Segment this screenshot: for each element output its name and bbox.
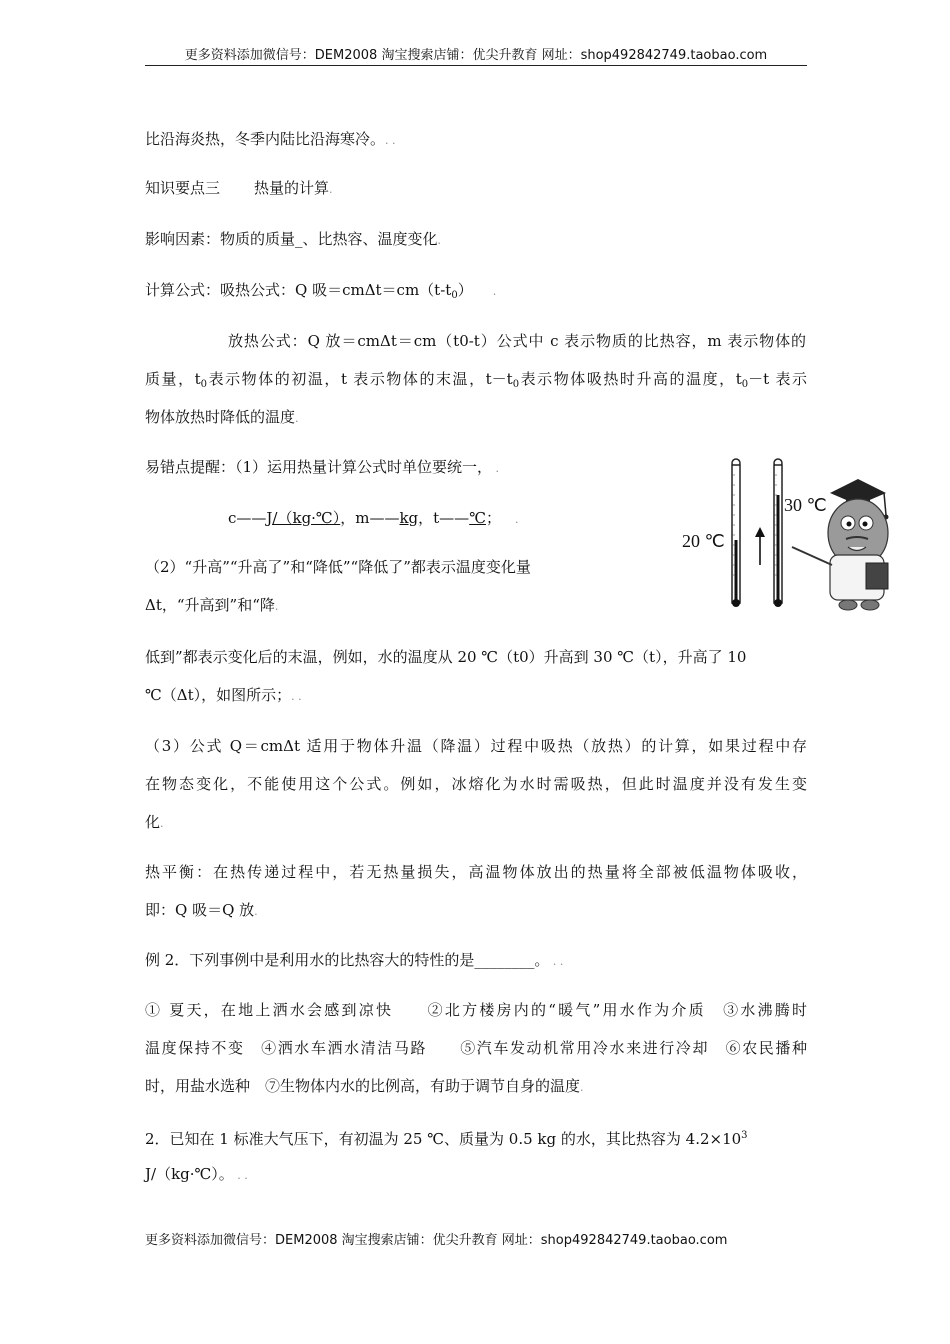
formula-release: 放热公式：Q 放＝cmΔt＝cm（t0-t）公式中 c 表示物质的比热容，m 表示物体的 (228, 332, 806, 350)
text-line: 易错点提醒：（1）运用热量计算公式时单位要统一， . (145, 458, 500, 476)
text-line: 在物态变化，不能使用这个公式。例如，冰熔化为水时需吸热，但此时温度并没有发生变 (145, 775, 807, 793)
example-question: 例 2．下列事例中是利用水的比热容大的特性的是________。 . . (145, 951, 564, 969)
text-line: 化. (145, 813, 164, 831)
option-line: 温度保持不变 ④洒水车洒水清洁马路 ⑤汽车发动机常用冷水来进行冷却 ⑥农民播种 (145, 1039, 807, 1057)
arrow-up-icon (755, 527, 765, 565)
text-line: ℃（Δt），如图所示；. . (145, 686, 302, 704)
text-line: 质量，$t_0$表示物体的初温，t 表示物体的末温，$t-t_0$表示物体吸热时升高的温度，$t_0-t$ 表示 (145, 370, 808, 390)
thermometer-20-icon (732, 459, 740, 607)
page-header: 更多资料添加微信号：DEM2008 淘宝搜索店铺：优尖升教育 网址：shop492842749.taobao.com (184, 48, 768, 63)
label-30c: 30 ℃ (784, 495, 827, 515)
text-line: 比沿海炎热，冬季内陆比沿海寒冷。. . (145, 130, 396, 148)
label-20c: 20 ℃ (682, 531, 725, 551)
option-line: 时，用盐水选种 ⑦生物体内水的比例高，有助于调节自身的温度. (145, 1077, 584, 1095)
text-line: 低到”都表示变化后的末温，例如，水的温度从 20 ℃（t0）升高到 30 ℃（t），升高了 10 (145, 648, 747, 666)
text-line: （2）“升高”“升高了”和“降低”“降低了”都表示温度变化量 (145, 558, 531, 576)
text-line: Δt，“升高到”和“降. (145, 596, 279, 614)
header-divider (145, 65, 807, 66)
text-line: 即：Q 吸＝Q 放. (145, 901, 258, 919)
units-line: c——J/（kg·℃），m——kg，t——℃； . (228, 509, 519, 527)
section-heading: 知识要点三 热量的计算. (145, 179, 333, 197)
text-line: 物体放热时降低的温度. (145, 408, 299, 426)
formula-absorb: 计算公式：吸热公式：Q 吸$=cm\Delta t=cm(t-t_0)$ . (145, 281, 497, 301)
text-line: 影响因素：物质的质量_、比热容、温度变化. (145, 230, 442, 248)
page-footer: 更多资料添加微信号：DEM2008 淘宝搜索店铺：优尖升教育 网址：shop492842749.taobao.com (145, 1233, 728, 1248)
thermometer-30-icon (774, 459, 782, 607)
text-line: 热平衡：在热传递过程中，若无热量损失，高温物体放出的热量将全部被低温物体吸收， (145, 863, 807, 881)
option-line: ① 夏天，在地上洒水会感到凉快 ②北方楼房内的“暖气”用水作为介质 ③水沸腾时 (145, 1001, 807, 1019)
thermometer-illustration (680, 455, 895, 615)
text-line: J/（kg·℃）。 . . (145, 1165, 248, 1183)
text-line: （3）公式 Q＝cmΔt 适用于物体升温（降温）过程中吸热（放热）的计算，如果过程中存 (145, 737, 807, 755)
question-2: 2．已知在 1 标准大气压下，有初温为 25 ℃、质量为 0.5 kg 的水，其比热容为 $4.2\times 10^3$ (145, 1130, 748, 1148)
